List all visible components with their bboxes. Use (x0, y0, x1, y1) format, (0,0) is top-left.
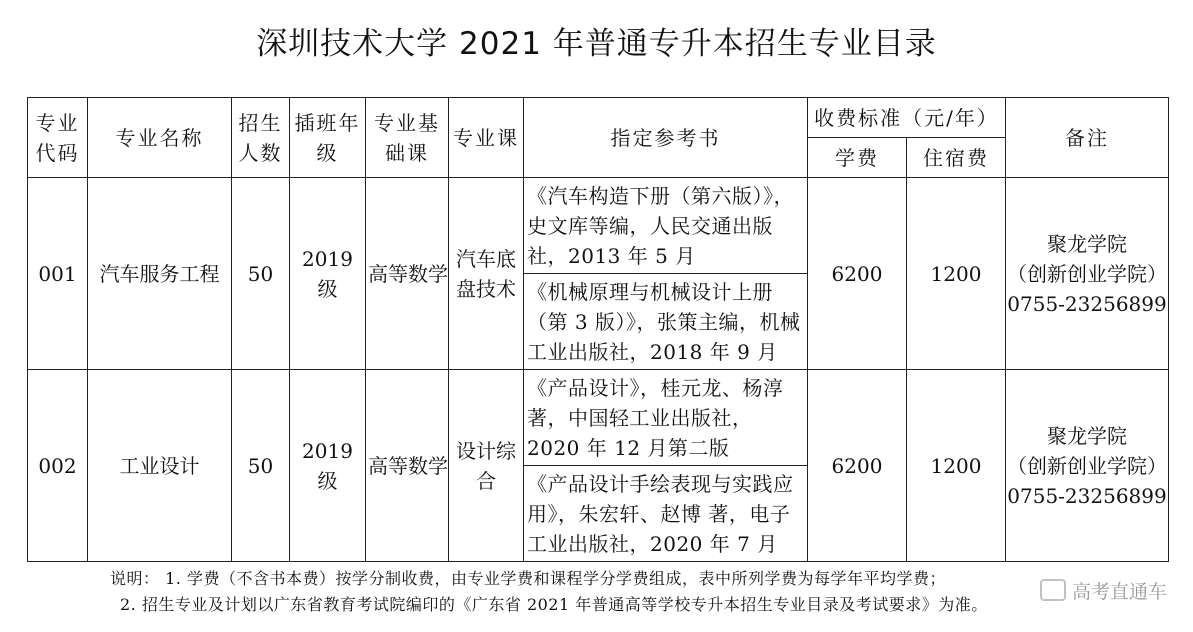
footnote-line-2: 2. 招生专业及计划以广东省教育考试院编印的《广东省 2021 年普通高等学校专升本招生专业目录及考试要求》为准。 (120, 595, 988, 614)
admission-table (27, 97, 1169, 562)
cell-basic-course: 高等数学 (366, 178, 449, 370)
cell-book-2: 《产品设计手绘表现与实践应用》，朱宏轩、赵博 著，电子工业出版社，2020 年 7 月 (524, 466, 808, 562)
remark-line: （创新创业学院） (1007, 261, 1167, 286)
cell-tuition: 6200 (808, 178, 907, 370)
table-row (28, 178, 1169, 274)
remark-line: 聚龙学院 (1047, 423, 1127, 448)
cell-book-1: 《汽车构造下册（第六版）》，史文库等编，人民交通出版社，2013 年 5 月 (524, 178, 808, 274)
cell-name: 汽车服务工程 (88, 178, 232, 370)
header-dorm-fee: 住宿费 (907, 138, 1006, 178)
cell-tuition: 6200 (808, 370, 907, 562)
watermark-text: 高考直通车 (1071, 581, 1167, 603)
cell-major-course: 汽车底盘技术 (449, 178, 524, 370)
header-quota: 招生人数 (232, 98, 290, 178)
cell-name: 工业设计 (88, 370, 232, 562)
cell-code: 002 (28, 370, 88, 562)
cell-quota: 50 (232, 370, 290, 562)
header-remark: 备注 (1006, 98, 1169, 178)
cell-book-1: 《产品设计》，桂元龙、杨淳著，中国轻工业出版社，2020 年 12 月第二版 (524, 370, 808, 466)
cell-basic-course: 高等数学 (366, 370, 449, 562)
remark-line: （创新创业学院） (1007, 453, 1167, 478)
cell-dorm-fee: 1200 (907, 370, 1006, 562)
header-grade: 插班年级 (290, 98, 366, 178)
remark-line: 聚龙学院 (1047, 231, 1127, 256)
cell-remark (1006, 178, 1169, 370)
footnote-line-1: 说明： 1. 学费（不含书本费）按学分制收费，由专业学费和课程学分学费组成，表中所列学费为每学年平均学费； (110, 569, 946, 588)
remark-phone: 0755-23256899 (1007, 291, 1167, 316)
header-major-course: 专业课 (449, 98, 524, 178)
watermark (1040, 577, 1167, 604)
cell-grade: 2019 级 (290, 370, 366, 562)
cell-grade: 2019 级 (290, 178, 366, 370)
cell-dorm-fee: 1200 (907, 178, 1006, 370)
header-reference-books: 指定参考书 (524, 98, 808, 178)
cell-remark (1006, 370, 1169, 562)
header-name: 专业名称 (88, 98, 232, 178)
cell-book-2: 《机械原理与机械设计上册（第 3 版）》，张策主编，机械工业出版社，2018 年 9 月 (524, 274, 808, 370)
header-code: 专业代码 (28, 98, 88, 178)
header-tuition: 学费 (808, 138, 907, 178)
table-row (28, 370, 1169, 466)
header-fee-standard: 收费标准（元/年） (808, 98, 1006, 138)
remark-phone: 0755-23256899 (1007, 483, 1167, 508)
cell-quota: 50 (232, 178, 290, 370)
cell-code: 001 (28, 178, 88, 370)
cell-major-course: 设计综合 (449, 370, 524, 562)
page-title: 深圳技术大学 2021 年普通专升本招生专业目录 (256, 26, 937, 62)
watermark-logo-icon (1040, 579, 1066, 601)
header-basic-course: 专业基础课 (366, 98, 449, 178)
